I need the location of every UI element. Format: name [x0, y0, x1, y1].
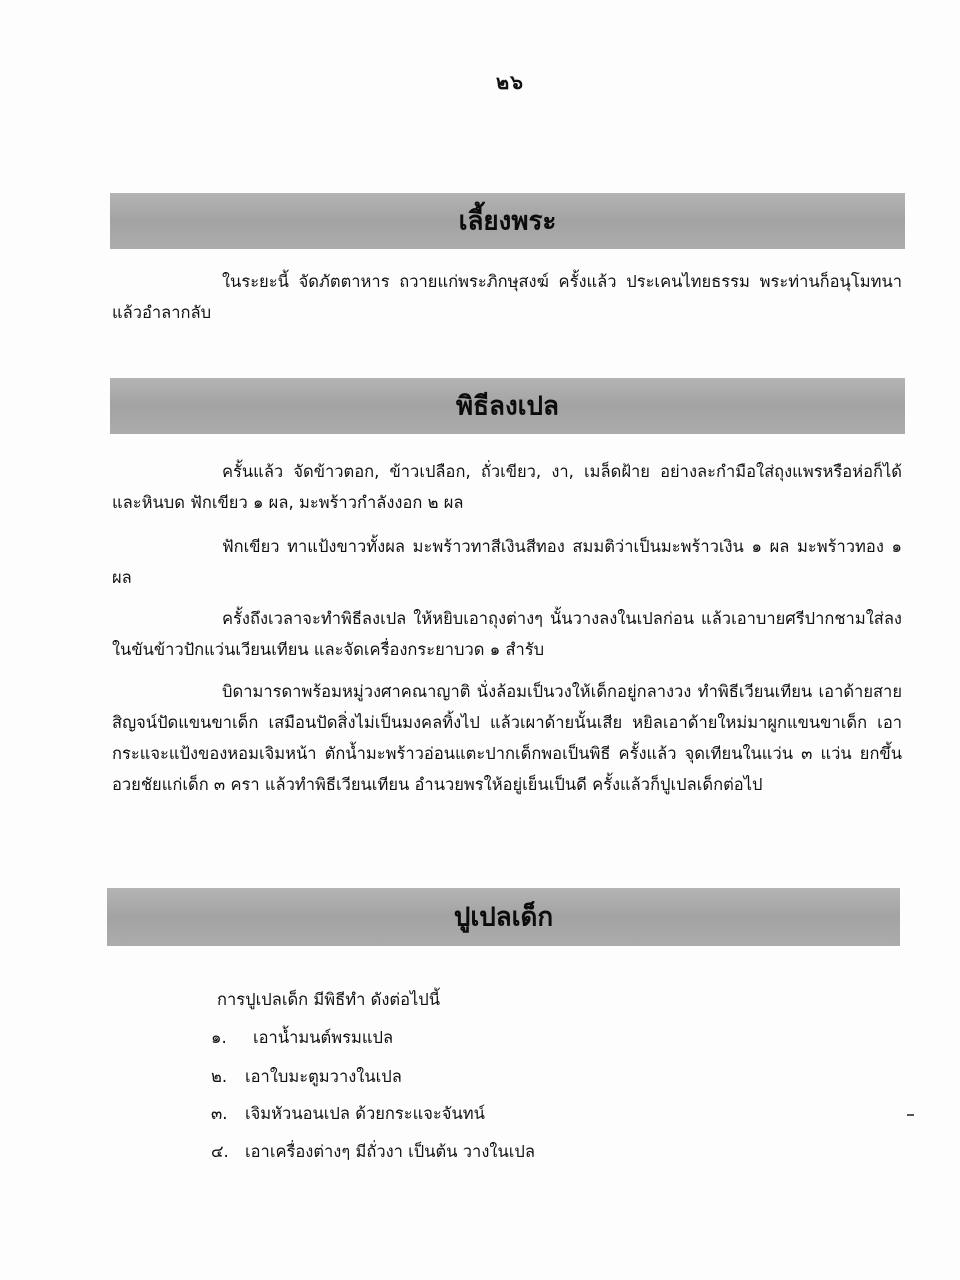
section-heading-bar: [110, 193, 905, 249]
list-item-number: ๒.: [211, 1067, 228, 1086]
list-intro: การปูเปลเด็ก มีพิธีทำ ดังต่อไปนี้: [217, 990, 441, 1009]
list-item-text: เอาเครื่องต่างๆ มีถั่วงา เป็นต้น วางในเปล: [245, 1142, 535, 1161]
paragraph: ครั้นแล้ว จัดข้าวตอก, ข้าวเปลือก, ถั่วเขียว, งา, เมล็ดฝ้าย อย่างละกำมือใส่ถุงแพรหรือห่อก็ได้ และหินบด ฟักเขียว ๑ ผล, มะพร้าวกำลังงอก ๒ ผล: [112, 462, 902, 512]
paragraph: ฟักเขียว ทาแป้งขาวทั้งผล มะพร้าวทาสีเงินสีทอง สมมติว่าเป็นมะพร้าวเงิน ๑ ผล มะพร้าวทอง ๑ ผล: [112, 537, 902, 587]
list-item-number: ๔.: [211, 1142, 229, 1161]
paragraph: ครั้งถึงเวลาจะทำพิธีลงเปล ให้หยิบเอาถุงต่างๆ นั้นวางลงในเปลก่อน แล้วเอาบายศรีปากชามใส่ลงในขันข้าวปักแว่นเวียนเทียน และจัดเครื่องกระยาบวด ๑ สำรับ: [112, 609, 902, 659]
list-item-number: ๑.: [211, 1028, 227, 1047]
paragraph: ในระยะนี้ จัดภัตตาหาร ถวายแก่พระภิกษุสงฆ์ ครั้งแล้ว ประเคนไทยธรรม พระท่านก็อนุโมทนา แล้วอำลากลับ: [112, 272, 902, 322]
list-item-text: เจิมหัวนอนเปล ด้วยกระแจะจันทน์: [245, 1104, 485, 1123]
list-item: [211, 1138, 535, 1166]
list-item: [211, 1100, 485, 1128]
scan-speck: [907, 1114, 914, 1116]
list-item-number: ๓.: [211, 1104, 228, 1123]
section-heading: เลี้ยงพระ: [458, 206, 557, 237]
list-item-text: เอาใบมะตูมวางในเปล: [245, 1067, 402, 1086]
list-item: [211, 1024, 393, 1052]
list-item-text: เอาน้ำมนต์พรมแปล: [253, 1028, 394, 1047]
list-item: [211, 1063, 402, 1091]
paragraph: บิดามารดาพร้อมหมู่วงศาคณาญาติ นั่งล้อมเป็นวงให้เด็กอยู่กลางวง ทำพิธีเวียนเทียน เอาด้ายสายสิญจน์ปัดแขนขาเด็ก เสมือนปัดสิ่งไม่เป็นมงคลทิ้งไป แล้วเผาด้ายนั้นเสีย หยิลเอาด้ายใหม่มาผูกแขนขาเด็ก เอากระแจะแป้งของหอมเจิมหน้า ตักน้ำมะพร้าวอ่อนแตะปากเด็กพอเป็นพิธี ครั้งแล้ว จุดเทียนในแว่น ๓ แว่น ยกขึ้นอวยชัยแก่เด็ก ๓ ครา แล้วทำพิธีเวียนเทียน อำนวยพรให้อยู่เย็นเป็นดี ครั้งแล้วก็ปูเปลเด็กต่อไป: [112, 682, 902, 794]
page-number: ๒๖: [496, 70, 524, 94]
section-heading: พิธีลงเปล: [456, 391, 559, 422]
section-heading-bar: [107, 888, 900, 946]
section-heading-bar: [110, 378, 905, 434]
section-heading: ปูเปลเด็ก: [453, 902, 554, 933]
